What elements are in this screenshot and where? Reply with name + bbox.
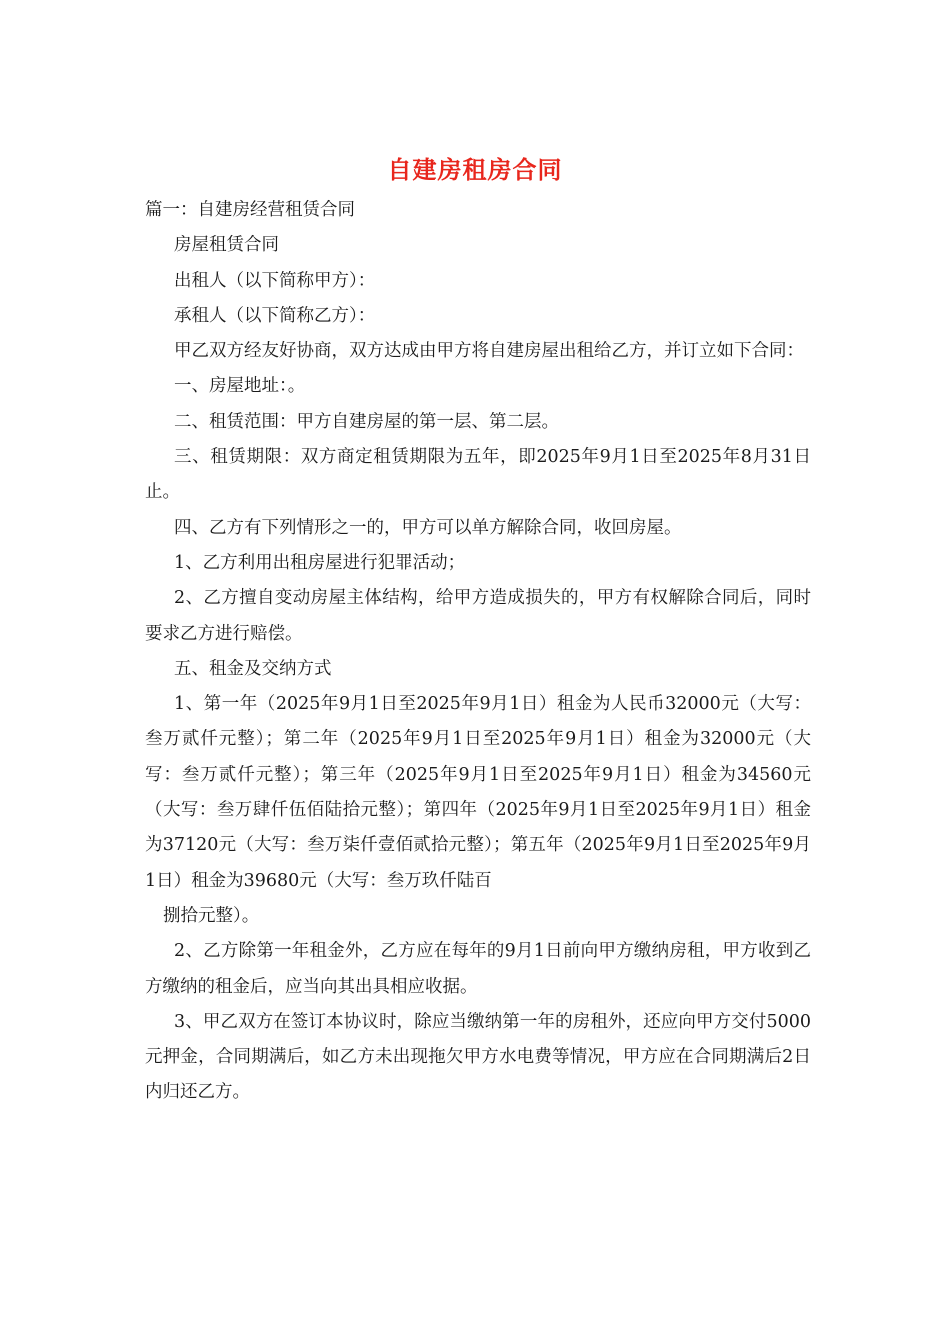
termination-item-1: 1、乙方利用出租房屋进行犯罪活动； (174, 552, 466, 573)
lessee-line: 承租人（以下简称乙方）： (174, 305, 376, 326)
document-title: 自建房租房合同 (387, 155, 563, 184)
preamble-paragraph: 甲乙双方经友好协商，双方达成由甲方将自建房屋出租给乙方，并订立如下合同： (174, 341, 804, 362)
lessor-line: 出租人（以下简称甲方）： (174, 270, 376, 291)
clause-term: 三、租赁期限：双方商定租赁期限为五年，即2025年9月1日至2025年8月31日止。 (145, 447, 811, 503)
section-heading: 篇一：自建房经营租赁合同 (145, 200, 355, 220)
document-body (145, 193, 811, 1111)
clause-termination: 四、乙方有下列情形之一的，甲方可以单方解除合同，收回房屋。 (174, 517, 682, 538)
rent-item-2: 2、乙方除第一年租金外，乙方应在每年的9月1日前向甲方缴纳房租，甲方收到乙方缴纳的租金后，应当向其出具相应收据。 (145, 941, 811, 997)
termination-item-2: 2、乙方擅自变动房屋主体结构，给甲方造成损失的，甲方有权解除合同后，同时要求乙方进行赔偿。 (145, 588, 811, 644)
rent-item-3: 3、甲乙双方在签订本协议时，除应当缴纳第一年的房租外，还应向甲方交付5000元押金，合同期满后，如乙方未出现拖欠甲方水电费等情况，甲方应在合同期满后2日内归还乙方。 (145, 1011, 811, 1103)
rent-item-1-continued: 捌拾元整）。 (163, 905, 260, 926)
clause-scope: 二、租赁范围：甲方自建房屋的第一层、第二层。 (174, 411, 559, 432)
contract-subtitle: 房屋租赁合同 (174, 235, 279, 256)
clause-address: 一、房屋地址：。 (174, 376, 306, 397)
clause-rent-heading: 五、租金及交纳方式 (174, 658, 332, 679)
rent-item-1: 1、第一年（2025年9月1日至2025年9月1日）租金为人民币32000元（大写：叁万贰仟元整）；第二年（2025年9月1日至2025年9月1日）租金为32000元（大写：叁万贰仟元整）；第三年（2025年9月1日至2025年9月1日）租金为34560元（大写：叁万肆仟伍佰陆拾元整）；第四年（2025年9月1日至2025年9月1日）租金为37120元（大写：叁万柒仟壹佰贰拾元整）；第五年（2025年9月1日至2025年9月1日）租金为39680元（大写：叁万玖仟陆百 (145, 694, 811, 891)
